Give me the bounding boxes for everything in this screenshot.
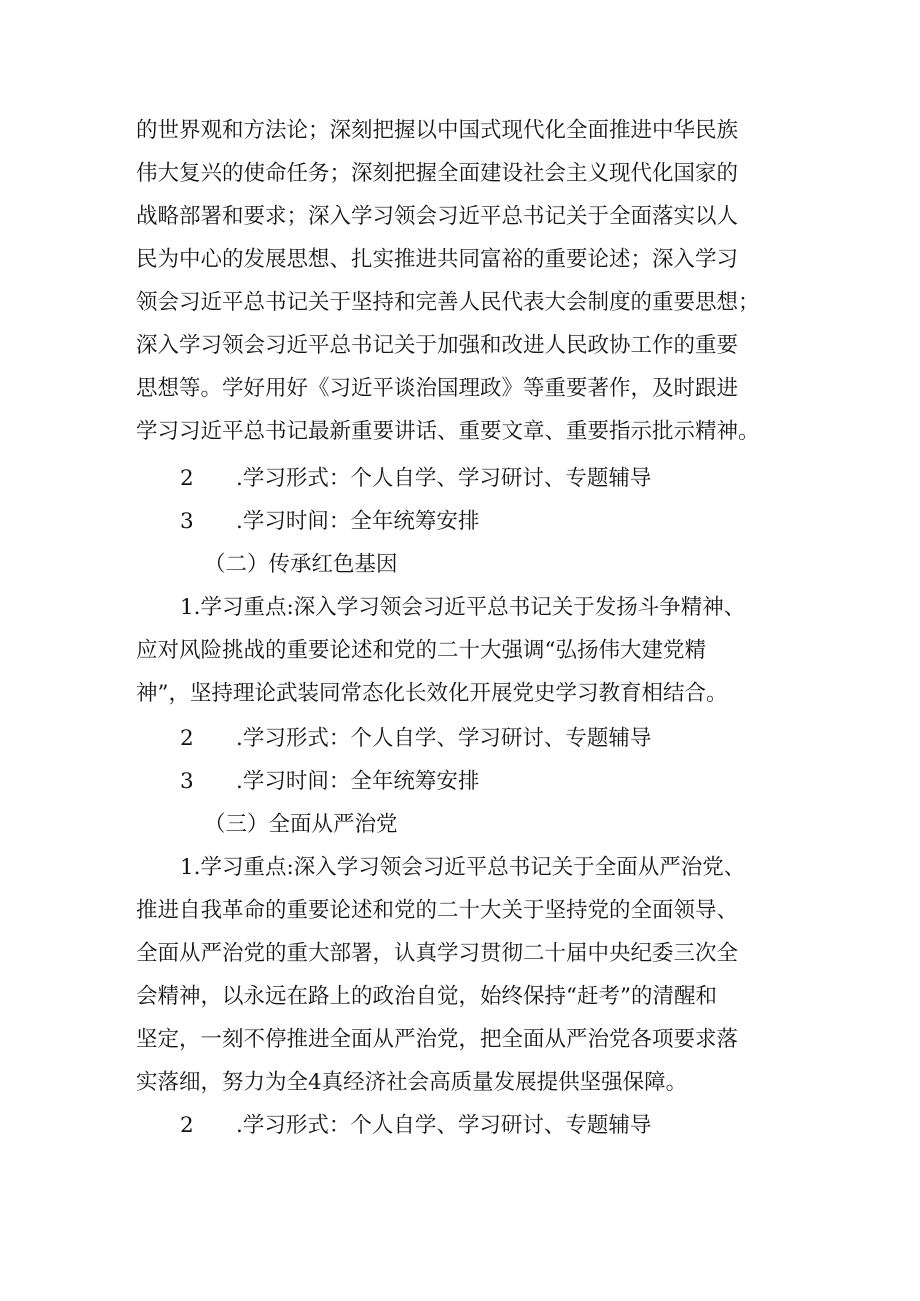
body-line: 推进自我革命的重要论述和党的二十大关于坚持党的全面领导、 [136,898,739,923]
body-line: 思想等。学好用好《习近平谈治国理政》等重要著作，及时跟进 [136,376,739,401]
item-text: .学习时间：全年统筹安排 [236,769,480,794]
item-number: 2 [180,726,194,751]
item-text: .学习形式：个人自学、学习研讨、专题辅导 [236,466,652,491]
body-line: 深入学习领会习近平总书记关于加强和改进人民政协工作的重要 [136,333,739,358]
body-line: 1.学习重点:深入学习领会习近平总书记关于全面从严治党、 [180,855,746,880]
study-time-item [180,760,840,803]
body-line: 民为中心的发展思想、扎实推进共同富裕的重要论述；深入学习 [136,247,739,272]
body-line: 会精神，以永远在路上的政治自觉，始终保持“赶考”的清醒和 [136,984,717,1009]
study-form-item [180,457,840,500]
item-number: 3 [180,769,194,794]
item-text: .学习形式：个人自学、学习研讨、专题辅导 [236,1113,652,1138]
item-text: .学习形式：个人自学、学习研讨、专题辅导 [236,726,652,751]
body-line: 神”，坚持理论武装同常态化长效化开展党史学习教育相结合。 [136,681,728,706]
body-line: 坚定，一刻不停推进全面从严治党，把全面从严治党各项要求落 [136,1027,739,1052]
item-number: 2 [180,466,194,491]
section-heading: （二）传承红色基因 [204,552,398,577]
study-form-item [180,1104,840,1147]
item-number: 3 [180,509,194,534]
study-form-item [180,717,840,760]
study-time-item [180,500,840,543]
item-text: .学习时间：全年统筹安排 [236,509,480,534]
body-line: 1.学习重点:深入学习领会习近平总书记关于发扬斗争精神、 [180,595,746,620]
body-line: 的世界观和方法论；深刻把握以中国式现代化全面推进中华民族 [136,118,739,143]
body-line: 学习习近平总书记最新重要讲话、重要文章、重要指示批示精神。 [136,419,760,444]
body-line: 领会习近平总书记关于坚持和完善人民代表大会制度的重要思想； [136,290,760,315]
body-line: 实落细，努力为全4真经济社会高质量发展提供坚强保障。 [136,1070,688,1095]
section-heading: （三）全面从严治党 [204,812,398,837]
body-line: 应对风险挑战的重要论述和党的二十大强调“弘扬伟大建党精 [136,638,706,663]
item-number: 2 [180,1113,194,1138]
body-line: 全面从严治党的重大部署，认真学习贯彻二十届中央纪委三次全 [136,941,739,966]
body-line: 伟大复兴的使命任务；深刻把握全面建设社会主义现代化国家的 [136,161,739,186]
body-line: 战略部署和要求；深入学习领会习近平总书记关于全面落实以人 [136,204,739,229]
